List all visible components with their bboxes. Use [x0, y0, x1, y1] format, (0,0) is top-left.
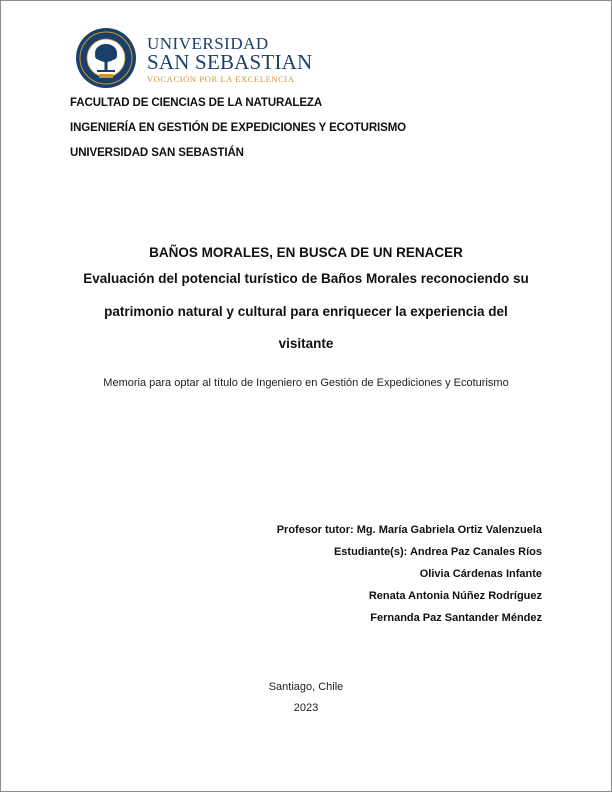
university-logo [75, 27, 313, 93]
student-1: Estudiante(s): Andrea Paz Canales Ríos [333, 546, 542, 558]
faculty-line-2: INGENIERÍA EN GESTIÓN DE EXPEDICIONES Y ECOTURISMO [70, 122, 407, 134]
location: Santiago, Chile [268, 681, 344, 693]
student-4: Fernanda Paz Santander Méndez [370, 612, 542, 624]
thesis-subtitle-line-2: patrimonio natural y cultural para enriquecer la experiencia del [104, 304, 508, 319]
thesis-subtitle-line-1: Evaluación del potencial turístico de Baños Morales reconociendo su [83, 271, 529, 286]
faculty-line-1: FACULTAD DE CIENCIAS DE LA NATURALEZA [70, 97, 323, 109]
student-3: Renata Antonia Núñez Rodríguez [368, 590, 542, 602]
university-wordmark [147, 34, 313, 85]
student-2: Olivia Cárdenas Infante [419, 568, 542, 580]
university-seal-icon [75, 27, 137, 89]
professor-tutor: Profesor tutor: Mg. María Gabriela Ortiz Valenzuela [276, 524, 542, 536]
logo-tagline: VOCACIÓN POR LA EXCELENCIA [147, 74, 295, 84]
faculty-line-3: UNIVERSIDAD SAN SEBASTIÁN [70, 147, 244, 159]
logo-university-text: UNIVERSIDAD [147, 34, 269, 53]
thesis-main-title: BAÑOS MORALES, EN BUSCA DE UN RENACER [149, 245, 463, 260]
memoria-statement: Memoria para optar al título de Ingeniero en Gestión de Expediciones y Ecoturismo [103, 377, 509, 389]
logo-san-sebastian-text: SAN SEBASTIAN [147, 50, 313, 74]
year: 2023 [293, 702, 319, 714]
thesis-subtitle-line-3: visitante [278, 336, 334, 351]
